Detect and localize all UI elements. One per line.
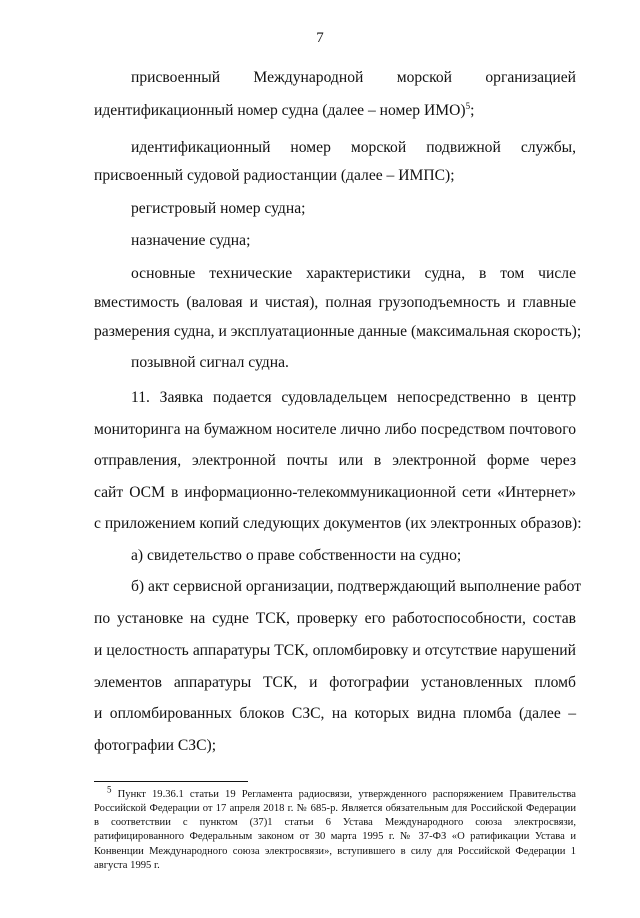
text-line: основные технические характеристики судна, в том числе: [131, 265, 576, 282]
text-line: идентификационный номер морской подвижной службы,: [131, 139, 576, 156]
text-line: вместимость (валовая и чистая), полная грузоподъемность и главные: [94, 294, 576, 311]
footnote-line: августа 1995 г.: [94, 860, 160, 871]
text-line: фотографии СЗС);: [94, 737, 217, 754]
footnote-line: [107, 784, 576, 803]
footnote-reference: 5: [465, 100, 471, 111]
footnote-line: Российской Федерации от 17 апреля 2018 г. № 685-р. Является обязательным для Российской Федерации: [94, 803, 576, 814]
text-line-tail: ;: [470, 102, 475, 119]
text-line: присвоенный Международной морской организацией: [131, 69, 576, 86]
text-line: мониторинга на бумажном носителе лично либо посредством почтового: [94, 421, 576, 438]
text-line: присвоенный судовой радиостанции (далее – ИМПС);: [94, 167, 455, 184]
text-line: размерения судна, и эксплуатационные данные (максимальная скорость);: [94, 323, 582, 340]
text-line: с приложением копий следующих документов (их электронных образов):: [94, 515, 582, 532]
footnote-line: в соответствии с пунктом (37)1 статьи 6 Устава Международного союза электросвязи,: [94, 817, 576, 828]
text-line: б) акт сервисной организации, подтверждающий выполнение работ: [131, 578, 582, 595]
text-line: [94, 101, 576, 121]
footnote-line-text: Пункт 19.36.1 статьи 19 Регламента радиосвязи, утвержденного распоряжением Правительства: [117, 789, 576, 800]
text-line: позывной сигнал судна.: [131, 354, 289, 371]
text-line: 11. Заявка подается судовладельцем непосредственно в центр: [131, 389, 576, 406]
footnote-line: Конвенции Международного союза электросвязи», вступившего в силу для Российской Федерации 1: [94, 846, 576, 857]
text-line: регистровый номер судна;: [131, 200, 306, 217]
page-number: 7: [316, 30, 324, 46]
text-line: по установке на судне ТСК, проверку его работоспособности, состав: [94, 610, 576, 627]
footnote-marker: 5: [107, 784, 112, 795]
text-line: элементов аппаратуры ТСК, и фотографии установленных пломб: [94, 674, 576, 691]
text-line-main: идентификационный номер судна (далее – номер ИМО): [94, 102, 466, 119]
text-line: а) свидетельство о праве собственности на судно;: [131, 547, 462, 564]
text-line: и опломбированных блоков СЗС, на которых видна пломба (далее –: [94, 705, 576, 722]
footnote-line: ратифицированного Федеральным законом от 30 марта 1995 г. № 37-ФЗ «О ратификации Устава и: [94, 831, 576, 842]
text-line: сайт ОСМ в информационно-телекоммуникационной сети «Интернет»: [94, 484, 576, 501]
footnote-separator: [94, 781, 248, 782]
text-line: и целостность аппаратуры ТСК, опломбировку и отсутствие нарушений: [94, 642, 576, 659]
text-line: назначение судна;: [131, 232, 251, 249]
text-line: отправления, электронной почты или в электронной форме через: [94, 452, 576, 469]
